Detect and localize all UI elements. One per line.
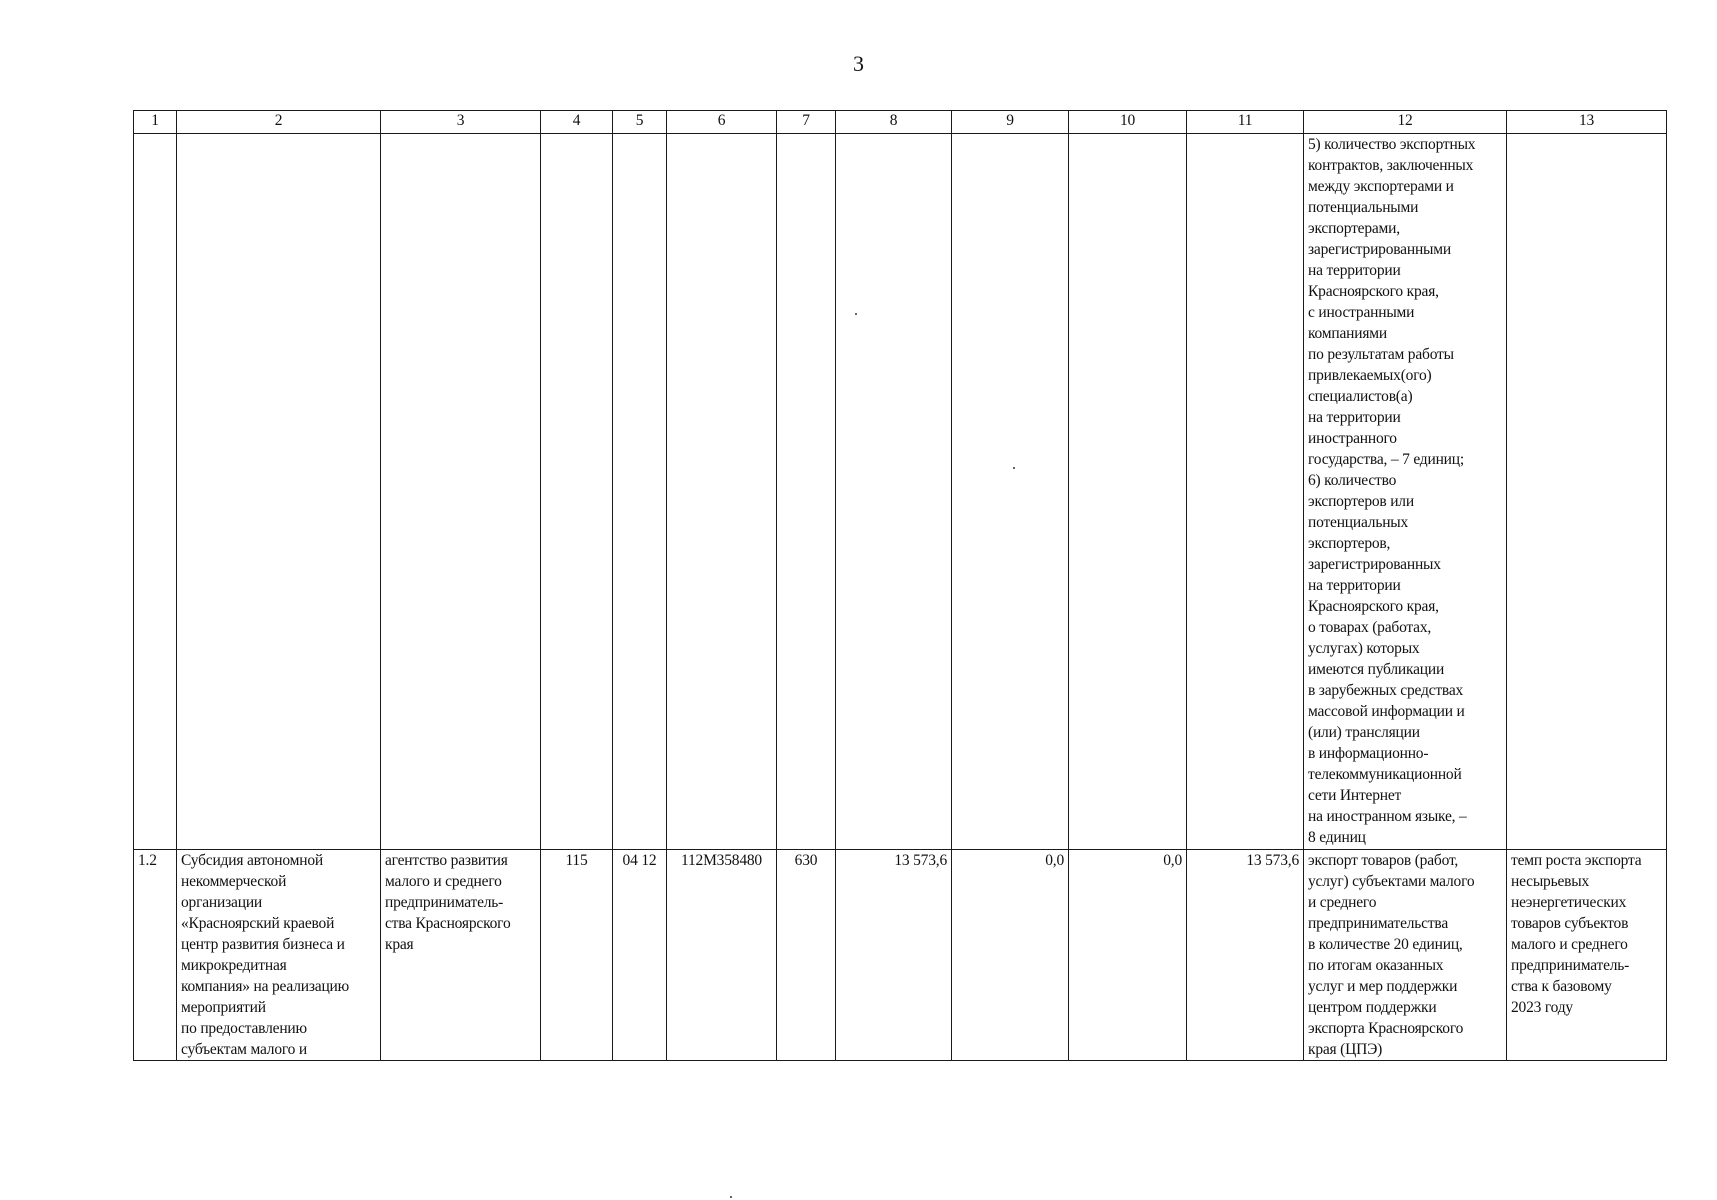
column-number: 11 <box>1187 111 1304 134</box>
scan-speck <box>730 1196 732 1198</box>
program-table <box>133 110 1667 1061</box>
column-number: 9 <box>952 111 1069 134</box>
column-number: 13 <box>1507 111 1667 134</box>
page-number: 3 <box>853 51 864 76</box>
table-cell <box>667 134 777 850</box>
amount-cell: 13 573,6 <box>1187 850 1304 1061</box>
table-row <box>134 134 1667 850</box>
table-row <box>134 850 1667 1061</box>
column-number-row <box>134 111 1667 134</box>
column-number: 5 <box>613 111 667 134</box>
amount-cell: 13 573,6 <box>836 850 952 1061</box>
section-code-cell: 04 12 <box>613 850 667 1061</box>
scan-speck <box>855 313 857 315</box>
column-number: 7 <box>777 111 836 134</box>
table-cell <box>381 134 541 850</box>
table-cell <box>1187 134 1304 850</box>
grbs-code-cell: 115 <box>541 850 613 1061</box>
table-cell <box>1069 134 1187 850</box>
table-cell <box>541 134 613 850</box>
column-number: 2 <box>177 111 381 134</box>
column-number: 8 <box>836 111 952 134</box>
amount-cell: 0,0 <box>952 850 1069 1061</box>
column-number: 10 <box>1069 111 1187 134</box>
table-cell <box>177 134 381 850</box>
table-cell <box>613 134 667 850</box>
indicator-cell: темп роста экспорта несырьевых неэнергетических товаров субъектов малого и среднего предприниматель- ства к базовому 2023 году <box>1507 850 1667 1061</box>
column-number: 1 <box>134 111 177 134</box>
column-number: 6 <box>667 111 777 134</box>
table-cell <box>952 134 1069 850</box>
results-cell: 5) количество экспортных контрактов, заключенных между экспортерами и потенциальными экспортерами, зарегистрированными на территории Красноярского края, с иностранными компаниями по результатам работы привлекаемых(ого) специалистов(а) на территории иностранного государства, – 7 единиц; 6) количество экспортеров или потенциальных экспортеров, зарегистрированных на территории Красноярского края, о товарах (работах, услугах) которых имеются публикации в зарубежных средствах массовой информации и (или) трансляции в информационно- телекоммуникационной сети Интернет на иностранном языке, – 8 единиц <box>1304 134 1507 850</box>
column-number: 3 <box>381 111 541 134</box>
executor-cell: агентство развития малого и среднего предприниматель- ства Красноярского края <box>381 850 541 1061</box>
row-number: 1.2 <box>134 850 177 1061</box>
amount-cell: 0,0 <box>1069 850 1187 1061</box>
target-article-cell: 112M358480 <box>667 850 777 1061</box>
table-cell <box>777 134 836 850</box>
results-cell: экспорт товаров (работ, услуг) субъектами малого и среднего предпринимательства в количестве 20 единиц, по итогам оказанных услуг и мер поддержки центром поддержки экспорта Красноярского края (ЦПЭ) <box>1304 850 1507 1061</box>
table-cell <box>1507 134 1667 850</box>
column-number: 4 <box>541 111 613 134</box>
table-cell <box>134 134 177 850</box>
column-number: 12 <box>1304 111 1507 134</box>
scan-speck <box>1013 467 1015 469</box>
table-cell <box>836 134 952 850</box>
expense-type-cell: 630 <box>777 850 836 1061</box>
measure-name-cell: Субсидия автономной некоммерческой организации «Красноярский краевой центр развития бизнеса и микрокредитная компания» на реализацию мероприятий по предоставлению субъектам малого и <box>177 850 381 1061</box>
